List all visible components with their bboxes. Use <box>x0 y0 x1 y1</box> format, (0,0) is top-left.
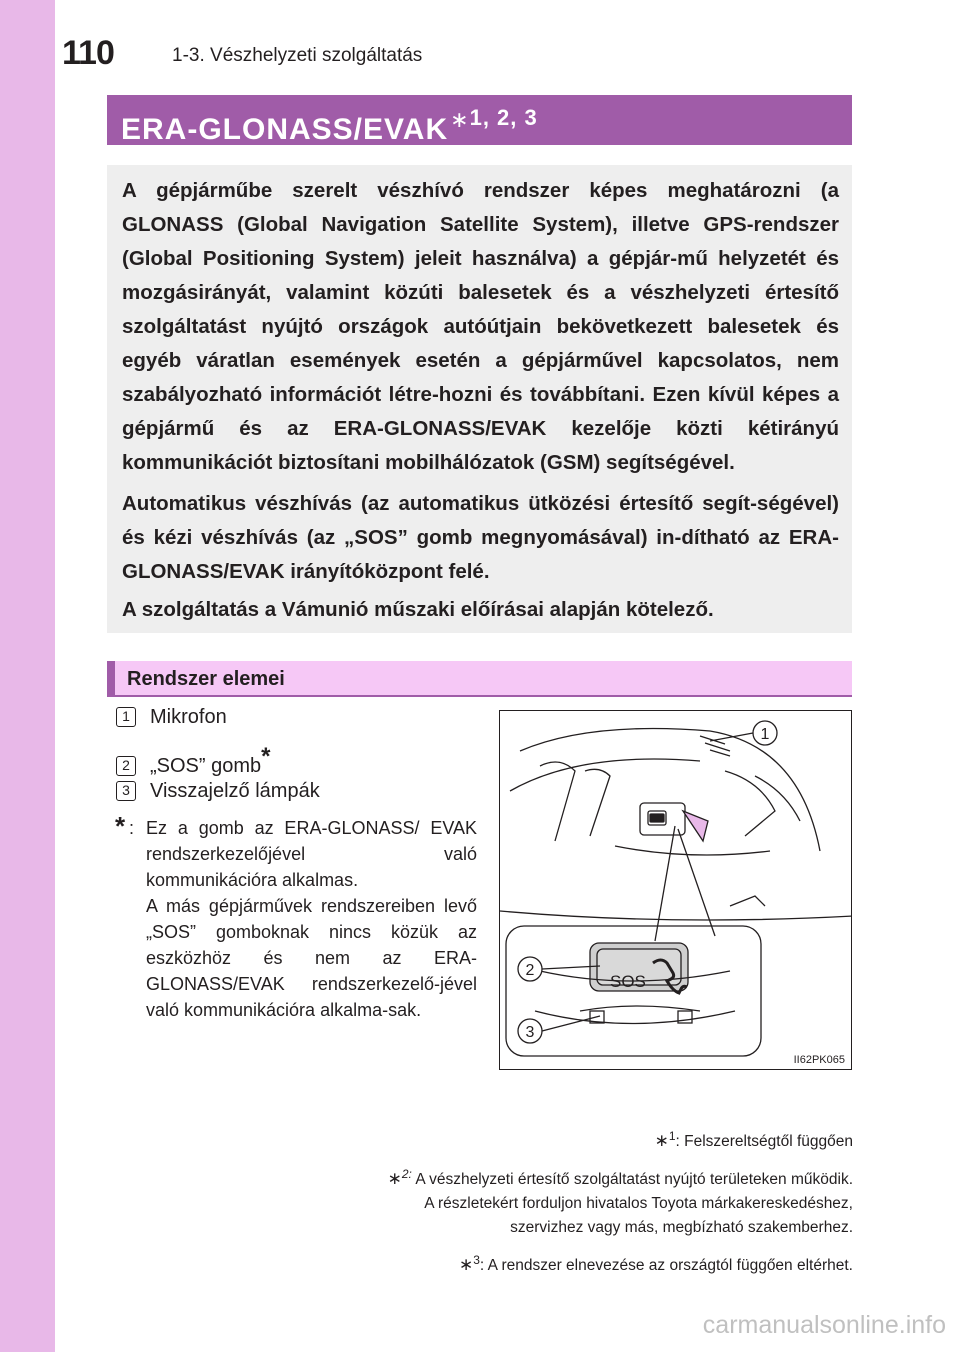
note-colon: : <box>129 818 135 838</box>
callout-3: 3 <box>525 1024 535 1041</box>
section-title <box>121 105 538 147</box>
footnote-1 <box>233 1124 853 1154</box>
footnote-2-line-2: A részletekért forduljon hivatalos Toyota márkakereskedéshez, <box>424 1195 853 1212</box>
intro-paragraph-3: A szolgáltatás a Vámunió műszaki előírásai alapján kötelező. <box>122 598 714 621</box>
title-superscript: 1, 2, 3 <box>469 105 538 130</box>
note-asterisk: * <box>115 811 126 841</box>
subsection-bar <box>107 661 852 697</box>
title-asterisk: ∗ <box>450 107 470 132</box>
item-label: „SOS” gomb <box>150 755 262 777</box>
note-line-2: A más gépjárművek rendszereiben levő „SOS” gomboknak nincs közük az eszközhöz és nem az ERA-GLONASS/EVAK rendszerkezelő-jével való kommunikációra alkalma-sak. <box>146 896 477 1020</box>
footnote-2-line-3: szervizhez vagy más, megbízható szakemberhez. <box>510 1219 853 1236</box>
callout-1: 1 <box>760 726 770 743</box>
intro-paragraph-1: A gépjárműbe szerelt vészhívó rendszer képes meghatározni (a GLONASS (Global Navigation Satellite System), illetve GPS-rendszer (Global Positioning System) jeleit használva) a gépjár-mű helyzetét és mozgásirányát, valamint közúti balesetek és a vészhelyzeti értesítő szolgáltatást nyújtó országok autóútjain bekövetkezett balesetek és egyéb váratlan események esetén a gépjárművel kapcsolatos, nem szabályozható információt létre-hozni és továbbítani. Ezen kívül képes a gépjármű és az ERA-GLONASS/EVAK kezelője közti kétirányú kommunikációt biztosítani mobilhálózatok (GSM) segítségével. <box>122 179 839 474</box>
overhead-console-illustration <box>500 711 852 1070</box>
footnote-text: : A rendszer elnevezése az országtól függően eltérhet. <box>479 1257 853 1274</box>
item-label: Mikrofon <box>150 706 227 728</box>
footnote-superscript: 1 <box>668 1129 676 1143</box>
chapter-title: 1-3. Vészhelyzeti szolgáltatás <box>172 45 423 66</box>
asterisk-note <box>115 811 477 1023</box>
figure-code: II62PK065 <box>793 1054 845 1066</box>
page-number: 110 <box>62 34 114 72</box>
sos-figure <box>499 710 852 1070</box>
item-asterisk: * <box>261 743 271 770</box>
section-title-bar <box>107 95 852 145</box>
section-title-text: ERA-GLONASS/EVAK <box>121 113 449 146</box>
item-label: Visszajelző lámpák <box>150 780 320 802</box>
intro-box <box>107 165 852 633</box>
footnote-3 <box>233 1248 853 1278</box>
footnote-asterisk: ∗ <box>387 1169 402 1188</box>
footnote-asterisk: ∗ <box>458 1255 474 1274</box>
footnote-superscript: 2: <box>401 1167 412 1181</box>
note-line-1: Ez a gomb az ERA-GLONASS/ EVAK rendszerkezelőjével való kommunikációra alkalmas. <box>146 818 477 890</box>
component-item-1 <box>116 706 227 732</box>
footnotes <box>233 1124 853 1286</box>
watermark: carmanualsonline.info <box>702 1311 946 1339</box>
footnote-2 <box>233 1162 853 1192</box>
callout-2: 2 <box>525 962 535 979</box>
item-number-badge: 2 <box>116 756 136 776</box>
item-number-badge: 1 <box>116 707 136 727</box>
subsection-title: Rendszer elemei <box>127 668 285 690</box>
sos-button-label: SOS <box>610 972 646 991</box>
side-color-strip <box>0 0 55 1352</box>
item-number-badge: 3 <box>116 781 136 801</box>
component-item-3 <box>116 780 320 806</box>
footnote-superscript: 3 <box>473 1253 480 1267</box>
footnote-text: : Felszereltségtől függően <box>675 1133 853 1150</box>
intro-paragraph-2: Automatikus vészhívás (az automatikus ütközési értesítő segít-ségével) és kézi vészhívás (az „SOS” gomb megnyomásával) in-dítható az ERA-GLONASS/EVAK irányítóközpont felé. <box>122 492 839 583</box>
note-body <box>146 815 477 1023</box>
component-item-2 <box>116 743 271 777</box>
footnote-text: A vészhelyzeti értesítő szolgáltatást nyújtó területeken működik. <box>411 1171 853 1188</box>
footnote-asterisk: ∗ <box>654 1131 669 1150</box>
